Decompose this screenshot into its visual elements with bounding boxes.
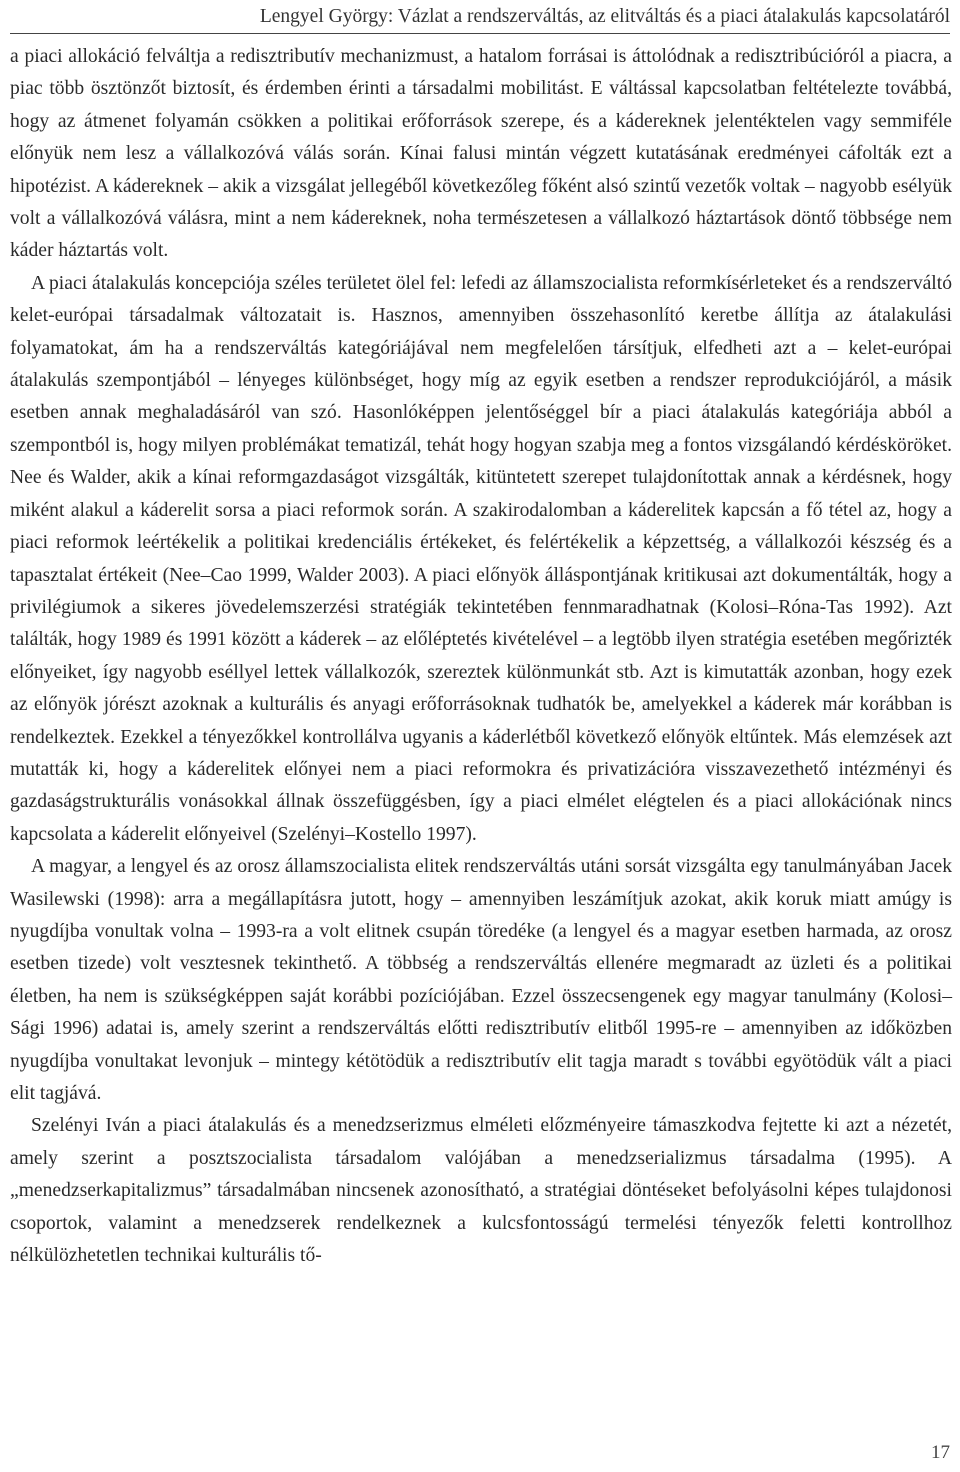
paragraph-1: a piaci allokáció felváltja a redisztributív mechanizmust, a hatalom forrásai is áttolódnak a redisztribúcióról a piacra, a piac több ösztönzőt biztosít, és érdemben érinti a társadalmi mobilitást. E váltással kapcsolatban feltételezte továbbá, hogy az átmenet folyamán csökken a politikai erőforrások szerepe, és a kádereknek jelentéktelen vagy semmiféle előnyük nem lesz a vállalkozóvá válás során. Kínai falusi mintán végzett kutatásának eredményei cáfolták ezt a hipotézist. A kádereknek – akik a vizsgálat jellegéből következőleg főként alsó szintű vezetők voltak – nagyobb esélyük volt a vállalkozóvá válásra, mint a nem kádereknek, noha természetesen a vállalkozó háztartások döntő többsége nem káder háztartás volt.	[10, 46, 952, 262]
page-number: 17	[931, 1442, 950, 1463]
paragraph-2: A piaci átalakulás koncepciója széles területet ölel fel: lefedi az államszocialista reformkísérleteket és a rendszerváltó kelet-európai társadalmak változatait is. Hasznos, amennyiben összehasonlító keretbe állítja az átalakulási folyamatokat, ám ha a rendszerváltás kategóriájával nem megfelelően társítjuk, elfedheti azt a – kelet-európai átalakulás szempontjából – lényeges különbséget, hogy míg az egyik esetben a rendszer reprodukciójáról, a másik esetben annak meghaladásáról van szó. Hasonlóképpen jelentőséggel bír a piaci átalakulás kategóriája abból a szempontból is, hogy milyen problémákat tematizál, tehát hogy hogyan szabja meg a fontos vizsgálandó kérdésköröket. Nee és Walder, akik a kínai reformgazdaságot vizsgálták, kitüntetett szerepet tulajdonítottak annak a kérdésnek, hogy miként alakul a káderelit sorsa a piaci reformok során. A szakirodalomban a káderelitek kapcsán a fő tétel az, hogy a piaci reformok leértékelik a politikai kredenciális értékeket, és felértékelik a képzettség, a vállalkozói készség és a tapasztalat értékeit (Nee–Cao 1999, Walder 2003). A piaci előnyök álláspontjának kritikusai azt dokumentálták, hogy a privilégiumok a sikeres jövedelemszerzési stratégiák tekintetében fennmaradhatnak (Kolosi–Róna-Tas 1992). Azt találták, hogy 1989 és 1991 között a káderek – az előléptetés kivételével – a legtöbb ilyen stratégia esetében megőrizték előnyeiket, így nagyobb eséllyel lettek vállalkozók, szereztek különmunkát stb. Azt is kimutatták azonban, hogy ezek az előnyök jórészt azoknak a kulturális és anyagi erőforrásoknak tudhatók be, amelyekkel a káderek már korábban is rendelkeztek. Ezekkel a tényezőkkel kontrollálva ugyanis a káderlétből következő előnyök eltűntek. Más elemzések azt mutatták ki, hogy a káderelitek előnyei nem a piaci reformokra és privatizációra visszavezethető intézményi és gazdaságstrukturális vonásokkal állnak összefüggésben, így a piaci elmélet elégtelen és a piaci allokációnak nincs kapcsolata a káderelit előnyeivel (Szelényi–Kostello 1997).	[10, 272, 952, 845]
running-header: Lengyel György: Vázlat a rendszerváltás, az elitváltás és a piaci átalakulás kapcsolatáról	[259, 6, 950, 27]
body-text	[10, 41, 952, 1272]
paragraph-3: A magyar, a lengyel és az orosz államszocialista elitek rendszerváltás utáni sorsát vizsgálta egy tanulmányában Jacek Wasilewski (1998): arra a megállapításra jutott, hogy – amennyiben leszámítjuk azokat, akik koruk miatt amúgy is nyugdíjba vonultak volna – 1993-ra a volt elitnek csupán töredéke (a lengyel és a magyar esetben harmada, az orosz esetben tizede) volt vesztesnek tekinthető. A többség a rendszerváltás ellenére megmaradt az üzleti és a politikai életben, ha nem is szükségképpen saját korábbi pozíciójában. Ezzel összecsengenek egy magyar tanulmány (Kolosi–Sági 1996) adatai is, amely szerint a rendszerváltás előtti redisztributív elitből 1995-re – amennyiben az időközben nyugdíjba vonultakat levonjuk – mintegy kétötödük a redisztributív elit tagja maradt s további egyötödük vált a piaci elit tagjává.	[10, 856, 952, 1104]
header-rule	[10, 33, 950, 34]
paragraph-4: Szelényi Iván a piaci átalakulás és a menedzserizmus elméleti előzményeire támaszkodva fejtette ki azt a nézetét, amely szerint a posztszocialista társadalom valójában a menedzserializmus társadalma (1995). A „menedzserkapitalizmus” társadalmában nincsenek azonosítható, a stratégiai döntéseket befolyásolni képes tulajdonosi csoportok, valamint a menedzserek rendelkeznek a kulcsfontosságú termelési tényezők feletti kontrollhoz nélkülözhetetlen technikai kulturális tő-	[10, 1115, 952, 1267]
